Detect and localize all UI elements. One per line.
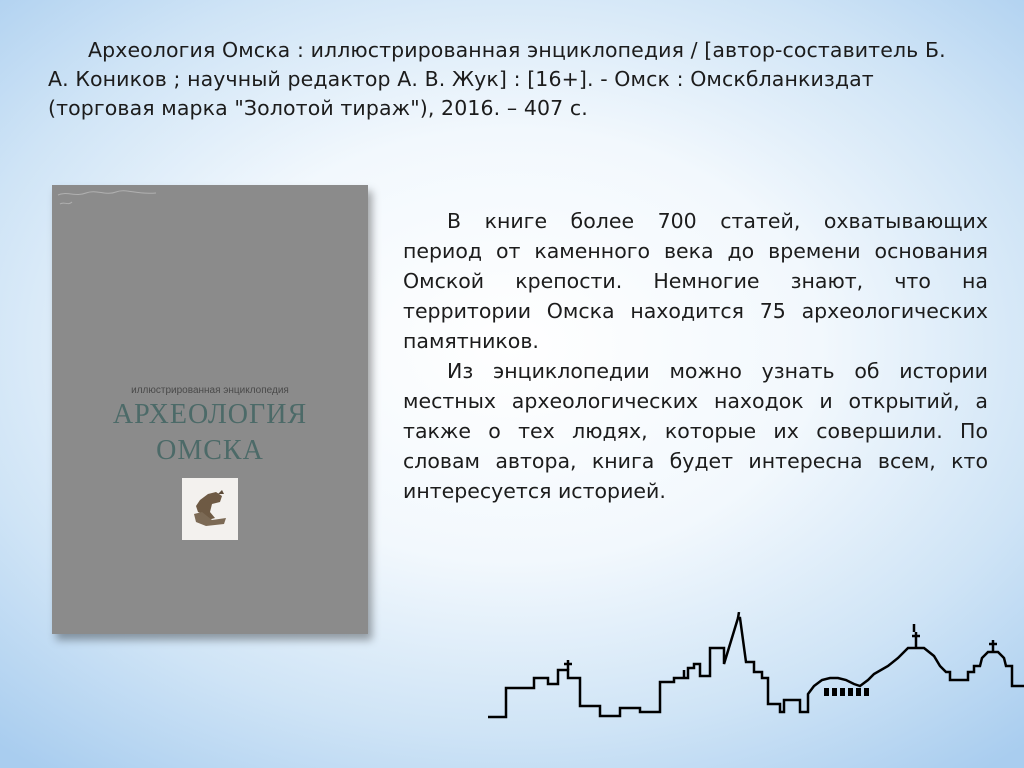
- handwritten-mark-icon: [56, 187, 166, 209]
- description-paragraph-1: В книге более 700 статей, охватывающих период от каменного века до времени основания Омской крепости. Немногие знают, что на территории Омска находится 75 археологических памятников.: [403, 209, 988, 353]
- bibliographic-citation: Археология Омска : иллюстрированная энциклопедия / [автор-составитель Б. А. Коников ; научный редактор А. В. Жук] : [16+]. - Омск : Омскбланкиздат (торговая марка "Золотой тираж"), 2016. – 407 с.: [48, 38, 946, 120]
- book-series-label: иллюстрированная энциклопедия: [131, 385, 289, 396]
- book-description: [403, 206, 988, 506]
- book-title-line2: ОМСКА: [156, 435, 264, 466]
- description-paragraph-2: Из энциклопедии можно узнать об истории местных археологических находок и открытий, а также о тех людях, которые их совершили. По словам автора, книга будет интересна всем, кто интересуется историей.: [403, 359, 988, 503]
- book-cover-image: [52, 185, 368, 634]
- city-skyline-icon: [488, 612, 1024, 768]
- book-title-line1: АРХЕОЛОГИЯ: [112, 399, 308, 430]
- artifact-photo: [182, 478, 238, 540]
